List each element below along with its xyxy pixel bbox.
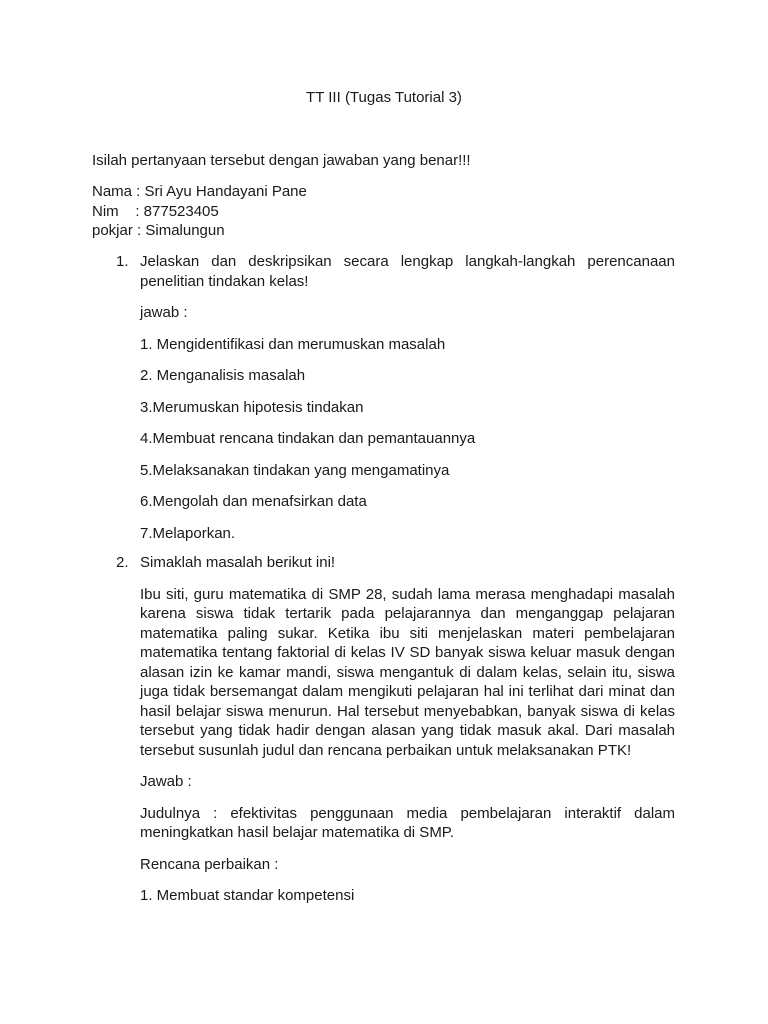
list-item: 2. Menganalisis masalah bbox=[140, 367, 306, 384]
student-nim: Nim : 877523405 bbox=[92, 202, 219, 220]
document-title: TT III (Tugas Tutorial 3) bbox=[306, 89, 462, 106]
list-item: 3.Merumuskan hipotesis tindakan bbox=[140, 398, 364, 416]
student-name: Nama : Sri Ayu Handayani Pane bbox=[92, 183, 307, 200]
list-item: 5.Melaksanakan tindakan yang mengamatinya bbox=[140, 461, 450, 479]
question-2-text: Simaklah masalah berikut ini! bbox=[140, 554, 336, 571]
student-pokjar: pokjar : Simalungun bbox=[92, 222, 225, 239]
question-1-number: 1. bbox=[116, 253, 129, 270]
question-2-rencana-label: Rencana perbaikan : bbox=[140, 855, 279, 873]
list-item: 6.Mengolah dan menafsirkan data bbox=[140, 493, 367, 510]
list-item: 1. Membuat standar kompetensi bbox=[140, 887, 355, 904]
question-2 bbox=[92, 553, 675, 906]
question-2-answer-label: Jawab : bbox=[140, 773, 192, 790]
list-item: 4.Membuat rencana tindakan dan pemantauannya bbox=[140, 430, 476, 447]
instruction-text: Isilah pertanyaan tersebut dengan jawaban yang benar!!! bbox=[92, 152, 471, 169]
question-1-text: Jelaskan dan deskripsikan secara lengkap langkah-langkah perencanaan penelitian tindakan kelas! bbox=[140, 253, 675, 290]
student-info bbox=[92, 182, 307, 241]
list-item: 7.Melaporkan. bbox=[140, 524, 236, 542]
question-1-answer-list bbox=[140, 335, 675, 544]
question-2-judul: Judulnya : efektivitas penggunaan media pembelajaran interaktif dalam meningkatkan hasil belajar matematika di SMP. bbox=[140, 804, 675, 841]
question-2-case-text: Ibu siti, guru matematika di SMP 28, sudah lama merasa menghadapi masalah karena siswa tidak tertarik pada pelajarannya dan menganggap pelajaran matematika paling sukar. Ketika ibu siti menjelaskan materi pembelajaran matematika tentang faktorial di kelas IV SD banyak siswa keluar masuk dengan alasan izin ke kamar mandi, siswa mengantuk di dalam kelas, selain itu, siswa juga tidak bersemangat dalam mengikuti pelajaran hal ini terlihat dari minat dan hasil belajar siswa menurun. Hal tersebut menyebabkan, banyak siswa di kelas tersebut yang tidak hadir dengan alasan yang tidak masuk akal. Dari masalah tersebut susunlah judul dan rencana perbaikan untuk melaksanakan PTK! bbox=[140, 585, 675, 759]
list-item: 1. Mengidentifikasi dan merumuskan masalah bbox=[140, 335, 446, 353]
question-2-number: 2. bbox=[116, 554, 129, 571]
question-1 bbox=[92, 252, 675, 543]
question-1-answer-label: jawab : bbox=[140, 304, 188, 321]
